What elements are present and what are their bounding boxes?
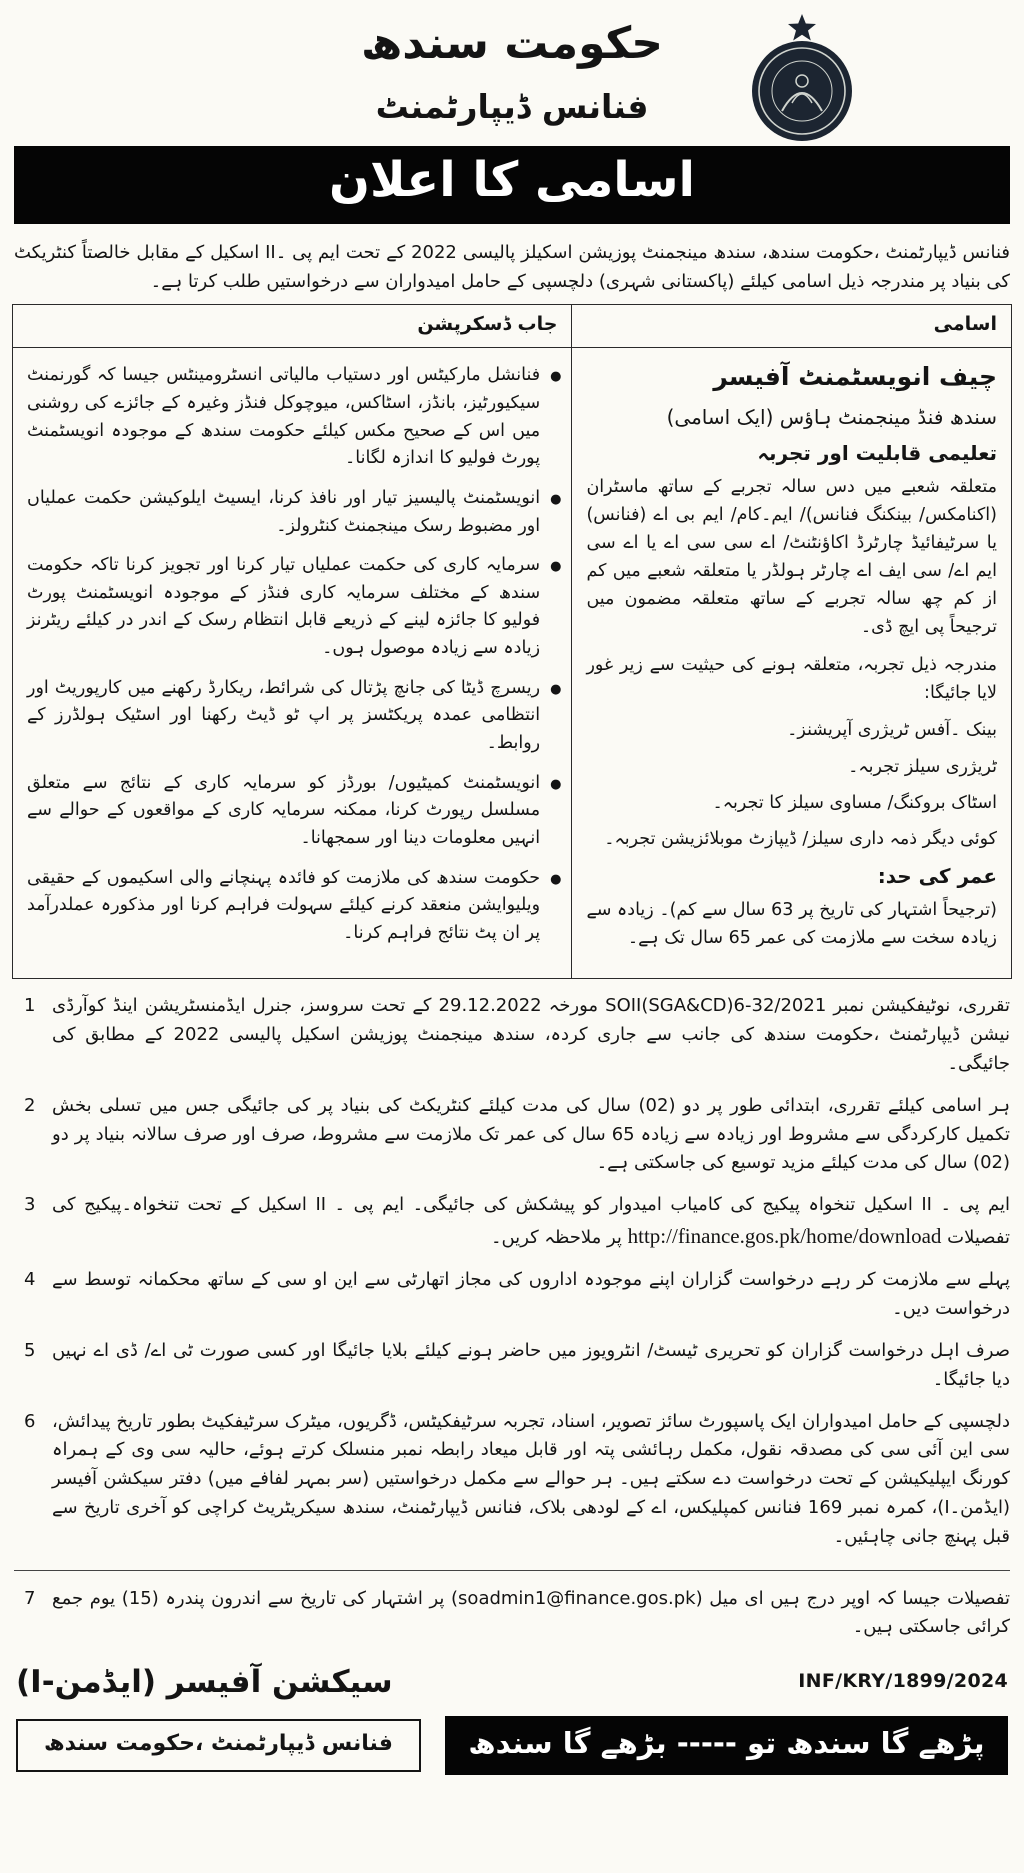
masthead bbox=[12, 8, 1012, 130]
experience-intro: مندرجہ ذیل تجربہ، متعلقہ ہونے کی حیثیت سے زیر غور لایا جائیگا: bbox=[586, 655, 997, 704]
job-description-text: ریسرچ ڈیٹا کی جانچ پڑتال کی شرائط، ریکارڈ رکھنے میں کارپوریٹ اور انتظامی عمدہ پریکٹسز پر اپ ٹو ڈیٹ رکھنا اور اسٹیک ہولڈرز کے روابط۔ bbox=[27, 677, 541, 753]
footer-signature-row bbox=[16, 1664, 1008, 1700]
note-text: تفصیلات جیسا کہ اوپر درج ہیں ای میل (soadmin1@finance.gos.pk) پر اشتہار کی تاریخ سے اندرون پندرہ (15) یوم جمع کرائی جاسکتی ہیں۔ bbox=[52, 1587, 1010, 1638]
sindh-government-emblem-icon bbox=[747, 14, 857, 142]
note-number: 5 bbox=[24, 1340, 36, 1362]
note-item-5 bbox=[14, 1337, 1010, 1395]
note-text: ہر اسامی کیلئے تقرری، ابتدائی طور پر دو (02) سال کی مدت کیلئے کنٹریکٹ کی بنیاد پر کی جائیگی جس میں تسلی بخش تکمیل کارکردگی سے مشروط اور زیادہ سے زیادہ 65 سال کی عمر تک ملازمت سے مشروط، صرف اور صرف سالانہ بنیاد پر دو (02) سال کی مدت کیلئے مزید توسیع کی جاسکتی ہے۔ bbox=[52, 1094, 1011, 1174]
job-description-item bbox=[27, 362, 561, 473]
job-description-item bbox=[27, 770, 561, 853]
job-description-text: حکومت سندھ کی ملازمت کو فائدہ پہنچانے والی اسکیموں کے حقیقی ویلیوایشن منعقد کرنے کیلئے سہولت فراہم کرنا اور مذکورہ عملدرآمد پر ان پٹ نتائج فراہم کرنا۔ bbox=[27, 867, 541, 943]
announcement-banner-text: اسامی کا اعلان bbox=[329, 152, 695, 208]
note-text: صرف اہل درخواست گزاران کو تحریری ٹیسٹ/ انٹرویوز میں حاضر ہونے کیلئے بلایا جائیگا اور کسی صورت ٹی اے/ ڈی اے نہیں دیا جائیگا۔ bbox=[52, 1340, 1010, 1390]
vacancy-column-header: اسامی bbox=[572, 305, 1012, 348]
post-organization: سندھ فنڈ مینجمنٹ ہاؤس (ایک اسامی) bbox=[666, 405, 997, 430]
note-number: 6 bbox=[24, 1410, 36, 1432]
bullet-icon: ● bbox=[550, 776, 562, 792]
bullet-icon: ● bbox=[550, 681, 562, 697]
table-content-row bbox=[13, 348, 1012, 979]
experience-item: ٹریژری سیلز تجربہ۔ bbox=[848, 756, 997, 777]
note-text bbox=[52, 1191, 1010, 1253]
age-limit-heading: عمر کی حد: bbox=[877, 864, 997, 889]
age-limit-text: (ترجیحاً اشتہار کی تاریخ پر 63 سال سے کم)۔ زیادہ سے زیادہ سخت سے ملازمت کی عمر 65 سال تک ہے۔ bbox=[586, 900, 997, 949]
terms-and-conditions bbox=[12, 992, 1012, 1642]
note-text-segment: ایم پی ۔ II اسکیل تنخواہ پیکیج کی کامیاب امیدوار کو پیشکش کی جائیگی۔ ایم پی ۔ II اسکیل کے تحت تنخواہ۔پیکیج کی تفصیلات bbox=[52, 1194, 1010, 1248]
job-description-text: سرمایہ کاری کی حکمت عملیاں تیار کرنا اور تجویز کرنا تاکہ حکومت سندھ کے مختلف سرمایہ کاری فنڈز کے موجودہ انویسٹمنٹ پورٹ فولیو کا جائزہ لینے کے ذریعے قابل انتظام رسک کے اندر در کیلئے ریٹرنز زیادہ سے زیادہ موصول ہوں۔ bbox=[27, 555, 541, 659]
experience-item: اسٹاک بروکنگ/ مساوی سیلز کا تجربہ۔ bbox=[712, 792, 997, 813]
note-number: 7 bbox=[24, 1587, 36, 1609]
experience-item: بینک ۔آفس ٹریژری آپریشنز۔ bbox=[787, 720, 997, 741]
intro-paragraph: فنانس ڈیپارٹمنٹ ،حکومت سندھ، سندھ مینجمنٹ پوزیشن اسکیلز پالیسی 2022 کے تحت ایم پی ۔II اسکیل کے مقابل خالصتاً کنٹریکٹ کی بنیاد پر مندرجہ ذیل اسامی کیلئے (پاکستانی شہری) دلچسپی کے حامل امیدواران سے درخواستیں طلب کرتا ہے۔ bbox=[14, 242, 1010, 293]
job-description-text: فنانشل مارکیٹس اور دستیاب مالیاتی انسٹرومینٹس جیسا کہ گورنمنٹ سیکیورٹیز، بانڈز، اسٹاکس، میوچوکل فنڈز وغیرہ کے جائزے کی روشنی میں اس کے صحیح مکس کیلئے حکومت سندھ کے موجودہ انویسٹمنٹ پورٹ فولیو کا اندازہ لگانا۔ bbox=[27, 365, 541, 469]
note-item-2 bbox=[14, 1092, 1010, 1178]
advertisement-ref-number: INF/KRY/1899/2024 bbox=[798, 1670, 1008, 1693]
job-description-item bbox=[27, 675, 561, 758]
announcement-banner bbox=[14, 146, 1010, 224]
bullet-icon: ● bbox=[550, 559, 562, 575]
vacancy-cell bbox=[572, 348, 1012, 979]
table-header-row bbox=[13, 305, 1012, 348]
bullet-icon: ● bbox=[550, 871, 562, 887]
job-description-column-header: جاب ڈسکرپشن bbox=[13, 305, 572, 348]
qualification-text: متعلقہ شعبے میں دس سالہ تجربے کے ساتھ ماسٹران (اکنامکس/ بینکنگ فنانس)/ ایم۔کام/ ایم بی اے (فنانس) یا سرٹیفائیڈ چارٹرڈ اکاؤنٹنٹ/ اے سی سی اے یا اے سی ایم اے/ سی ایف اے چارٹر ہولڈر یا متعلقہ شعبے میں کم از کم چھ سالہ تجربے کے ساتھ متعلقہ مضمون میں ترجیحاً پی ایچ ڈی۔ bbox=[586, 477, 997, 638]
vacancy-table bbox=[12, 304, 1012, 979]
note-text-segment: پر ملاحظہ کریں۔ bbox=[490, 1226, 622, 1248]
job-description-cell bbox=[13, 348, 572, 979]
job-description-text: انویسٹمنٹ پالیسیز تیار اور نافذ کرنا، ایسیٹ ایلوکیشن حکمت عملیاں اور مضبوط رسک مینجمنٹ کنٹرولز۔ bbox=[27, 487, 541, 536]
note-text: پہلے سے ملازمت کر رہے درخواست گزاران اپنے موجودہ اداروں کی مجاز اتھارٹی سے این او سی کے ساتھ محکمانہ توسط سے درخواست دیں۔ bbox=[52, 1269, 1010, 1320]
note-number: 4 bbox=[24, 1269, 36, 1291]
slogan-banner: پڑھے گا سندھ تو ----- بڑھے گا سندھ bbox=[445, 1716, 1008, 1775]
post-title: چیف انویسٹمنٹ آفیسر bbox=[713, 362, 997, 392]
job-description-item bbox=[27, 485, 561, 540]
note-item-4 bbox=[14, 1266, 1010, 1324]
note-item-6 bbox=[14, 1408, 1010, 1552]
note-number: 2 bbox=[24, 1094, 36, 1116]
note-item-7 bbox=[14, 1570, 1010, 1643]
footer-banner-row bbox=[16, 1716, 1008, 1775]
qualification-heading: تعلیمی قابلیت اور تجربہ bbox=[757, 441, 997, 466]
bullet-icon: ● bbox=[550, 369, 562, 385]
note-item-3 bbox=[14, 1191, 1010, 1253]
salary-package-url: http://finance.gos.pk/home/download bbox=[627, 1223, 942, 1248]
job-description-item bbox=[27, 865, 561, 948]
department-title: فنانس ڈیپارٹمنٹ bbox=[375, 87, 649, 126]
note-number: 1 bbox=[24, 995, 36, 1017]
note-text: تقرری، نوٹیفکیشن نمبر SOII(SGA&CD)6-32/2021 مورخہ 29.12.2022 کے تحت سروسز، جنرل ایڈمنسٹریشن اینڈ کوآرڈی نیشن ڈیپارٹمنٹ ،حکومت سندھ کی جانب سے جاری کردہ، سندھ مینجمنٹ پوزیشن اسکیل پالیسی 2022 کے مطابق کی جائیگی۔ bbox=[52, 995, 1011, 1074]
job-description-text: انویسٹمنٹ کمیٹیوں/ بورڈز کو سرمایہ کاری کے نتائج سے متعلق مسلسل رپورٹ کرنا، ممکنہ سرمایہ کاری کے مواقعوں کے حوالے سے انہیں معلومات دینا اور سمجھانا۔ bbox=[27, 772, 541, 848]
job-description-item bbox=[27, 552, 561, 663]
government-title: حکومت سندھ bbox=[361, 18, 663, 69]
note-number: 3 bbox=[24, 1194, 36, 1216]
note-item-1 bbox=[14, 992, 1010, 1078]
signatory-title: سیکشن آفیسر (ایڈمن-I) bbox=[16, 1664, 393, 1701]
note-text: دلچسپی کے حامل امیدواران ایک پاسپورٹ سائز تصویر، اسناد، تجربہ سرٹیفکیٹس، ڈگریوں، میٹرک سرٹیفکیٹ بطور تاریخ پیدائش، سی این آئی سی کی مصدقہ نقول، مکمل رہائشی پتہ اور قابل میعاد رابطہ نمبر منسلک کرتے ہوئے، حالیہ سی وی کے ہمراہ کورنگ ایپلیکیشن کے تحت درخواست دے سکتے ہیں۔ ہر حوالے سے مکمل درخواستیں (سر بمہر لفافے میں) دفتر سیکشن آفیسر (ایڈمن۔I)، کمرہ نمبر 169 فنانس کمپلیکس، اے کے لودھی بلاک، فنانس ڈیپارٹمنٹ، سندھ سیکریٹریٹ کراچی کو آخری تاریخ سے قبل پہنچ جانی چاہئیں۔ bbox=[52, 1410, 1010, 1547]
department-box: فنانس ڈیپارٹمنٹ ،حکومت سندھ bbox=[16, 1719, 421, 1772]
experience-item: کوئی دیگر ذمہ داری سیلز/ ڈیپازٹ موبلائزیشن تجربہ۔ bbox=[604, 829, 997, 850]
bullet-icon: ● bbox=[550, 491, 562, 507]
